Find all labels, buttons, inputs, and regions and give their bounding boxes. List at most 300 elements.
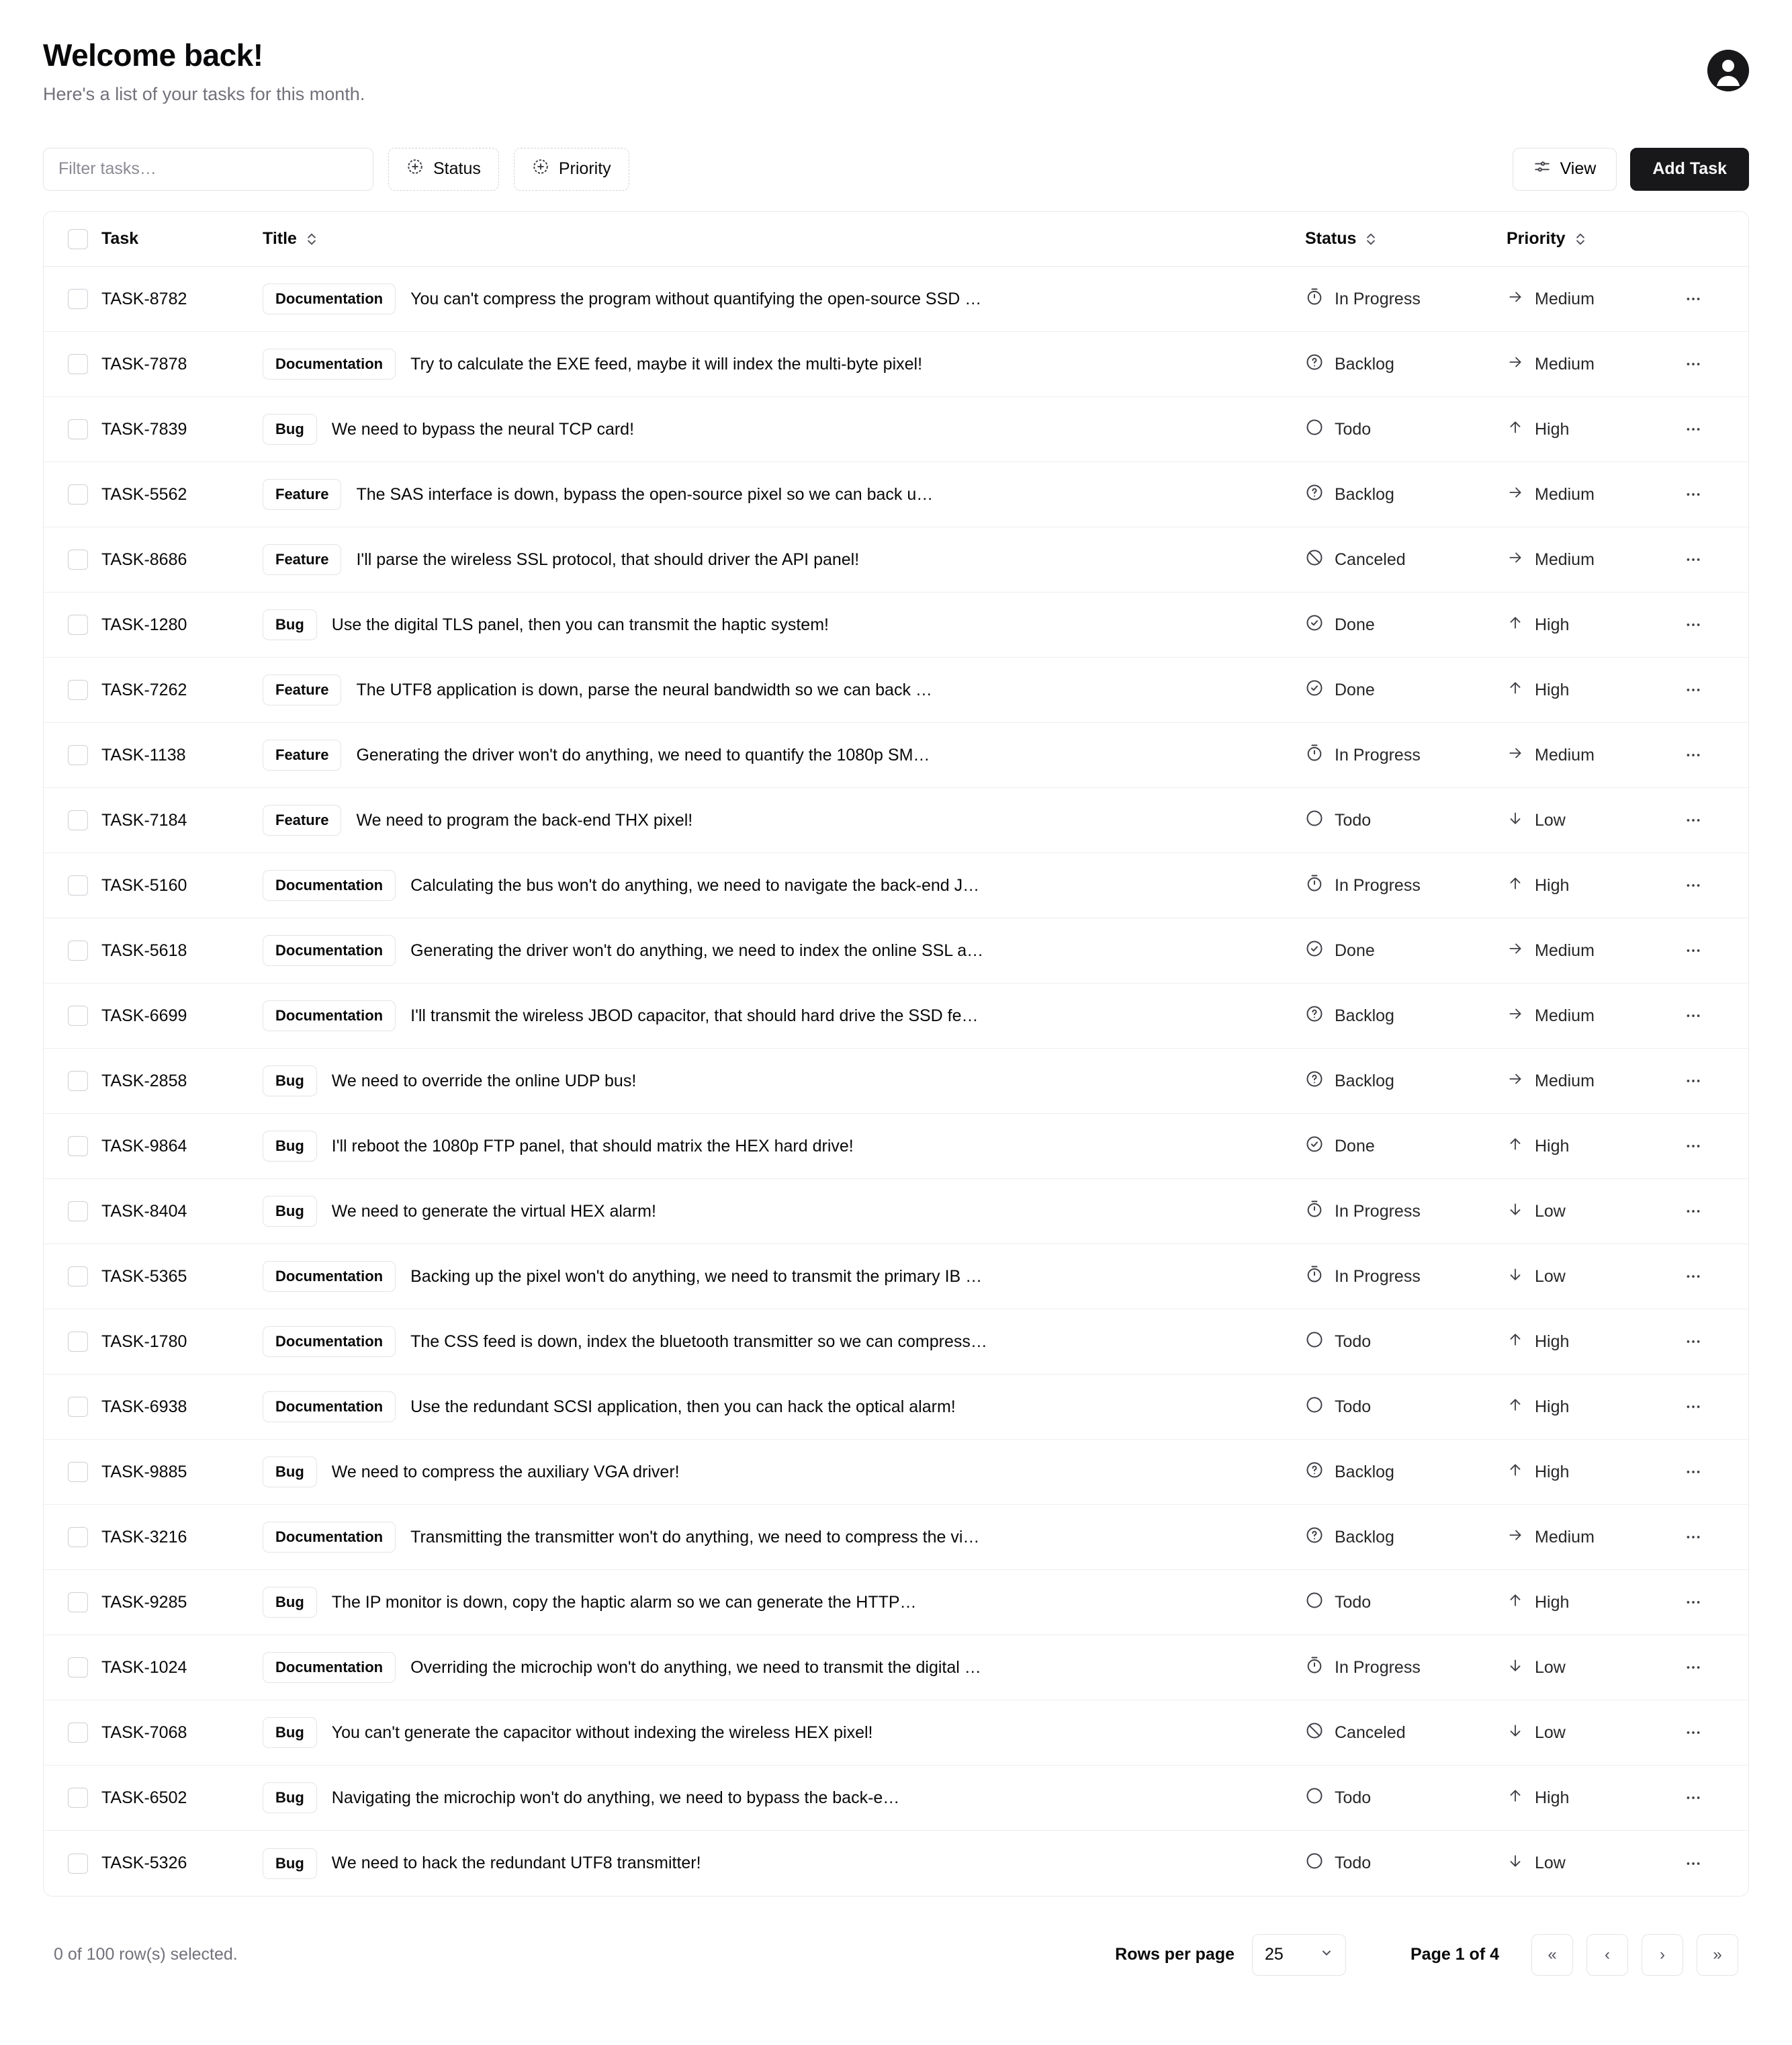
circle-icon <box>1305 1852 1324 1875</box>
task-status-label: Backlog <box>1335 1006 1394 1025</box>
task-label-badge: Feature <box>263 805 341 836</box>
task-priority-label: Low <box>1535 810 1566 830</box>
row-more-options-button[interactable] <box>1674 801 1712 839</box>
task-title-cell <box>263 267 1305 332</box>
task-status-label: Canceled <box>1335 1723 1406 1742</box>
task-title-cell <box>263 723 1305 788</box>
table-row[interactable] <box>44 1375 1748 1440</box>
task-title-cell <box>263 1049 1305 1114</box>
table-row[interactable] <box>44 1114 1748 1179</box>
row-checkbox[interactable] <box>68 1854 88 1874</box>
task-status-cell <box>1305 853 1507 918</box>
task-title: We need to program the back-end THX pixel! <box>356 810 693 830</box>
column-header-priority[interactable] <box>1507 212 1674 267</box>
row-more-options-button[interactable] <box>1674 1714 1712 1751</box>
row-more-options-button[interactable] <box>1674 932 1712 969</box>
row-checkbox[interactable] <box>68 1723 88 1743</box>
task-status-cell <box>1305 1375 1507 1440</box>
task-priority-label: Medium <box>1535 289 1595 308</box>
task-priority-cell <box>1507 1635 1674 1700</box>
table-row[interactable] <box>44 658 1748 723</box>
sort-icon <box>1364 232 1378 247</box>
row-more-options-button[interactable] <box>1674 410 1712 448</box>
task-label-badge: Documentation <box>263 935 396 966</box>
task-priority-label: Low <box>1535 1723 1566 1742</box>
row-more-options-button[interactable] <box>1674 1388 1712 1426</box>
select-all-checkbox[interactable] <box>68 229 88 249</box>
arrow-down-icon <box>1507 810 1524 832</box>
row-more-options-button[interactable] <box>1674 671 1712 709</box>
add-task-button[interactable]: Add Task <box>1630 148 1749 191</box>
row-more-options-button[interactable] <box>1674 280 1712 318</box>
task-title: You can't generate the capacitor without indexing the wireless HEX pixel! <box>331 1723 873 1742</box>
row-select-cell <box>44 1309 101 1375</box>
task-status-cell <box>1305 788 1507 853</box>
arrow-down-icon <box>1507 1852 1524 1874</box>
task-priority-label: High <box>1535 875 1570 895</box>
row-actions-cell <box>1674 527 1748 593</box>
task-id: TASK-2858 <box>101 1071 187 1090</box>
table-row[interactable] <box>44 1831 1748 1896</box>
row-checkbox[interactable] <box>68 1006 88 1026</box>
check-circle-icon <box>1305 1135 1324 1158</box>
task-status-label: In Progress <box>1335 1201 1421 1221</box>
task-id-cell <box>101 1505 263 1570</box>
task-status-label: In Progress <box>1335 1266 1421 1286</box>
row-checkbox[interactable] <box>68 1136 88 1156</box>
task-status-cell <box>1305 267 1507 332</box>
task-title: Try to calculate the EXE feed, maybe it will index the multi-byte pixel! <box>410 354 923 374</box>
row-select-cell <box>44 1505 101 1570</box>
task-status-cell <box>1305 1505 1507 1570</box>
task-label-badge: Bug <box>263 1587 317 1618</box>
task-status-label: Backlog <box>1335 1462 1394 1481</box>
row-more-options-button[interactable] <box>1674 606 1712 644</box>
task-label-badge: Documentation <box>263 1652 396 1683</box>
task-status-cell <box>1305 1179 1507 1244</box>
table-row[interactable] <box>44 1635 1748 1700</box>
task-status-label: Todo <box>1335 1854 1372 1873</box>
task-id-cell <box>101 1309 263 1375</box>
row-checkbox[interactable] <box>68 875 88 896</box>
task-priority-cell <box>1507 1831 1674 1896</box>
task-label-badge: Bug <box>263 1196 317 1227</box>
table-row[interactable] <box>44 267 1748 332</box>
task-priority-label: High <box>1535 419 1570 439</box>
task-id: TASK-7878 <box>101 354 187 374</box>
task-priority-cell <box>1507 1375 1674 1440</box>
arrow-down-icon <box>1507 1722 1524 1744</box>
task-status-cell <box>1305 593 1507 658</box>
row-checkbox[interactable] <box>68 289 88 309</box>
header-text-block <box>43 38 365 106</box>
row-checkbox[interactable] <box>68 810 88 830</box>
task-status-label: Backlog <box>1335 354 1394 374</box>
task-id: TASK-6699 <box>101 1006 187 1025</box>
row-select-cell <box>44 918 101 984</box>
task-label-badge: Bug <box>263 1456 317 1487</box>
check-circle-icon <box>1305 939 1324 963</box>
row-checkbox[interactable] <box>68 1657 88 1678</box>
task-id: TASK-7839 <box>101 419 187 439</box>
task-id: TASK-9285 <box>101 1592 187 1612</box>
task-label-badge: Feature <box>263 740 341 771</box>
row-actions-cell <box>1674 1179 1748 1244</box>
task-priority-cell <box>1507 1505 1674 1570</box>
priority-filter-label: Priority <box>558 159 611 179</box>
table-row[interactable] <box>44 1049 1748 1114</box>
timer-icon <box>1305 1200 1324 1223</box>
task-id: TASK-7184 <box>101 810 187 830</box>
row-select-cell <box>44 658 101 723</box>
table-row[interactable] <box>44 1570 1748 1635</box>
first-page-button[interactable]: « <box>1531 1934 1573 1976</box>
task-label-badge: Documentation <box>263 1326 396 1357</box>
task-status-cell <box>1305 1309 1507 1375</box>
task-title-cell <box>263 1114 1305 1179</box>
task-status-cell <box>1305 1440 1507 1505</box>
task-status-label: Backlog <box>1335 484 1394 504</box>
task-id-cell <box>101 1570 263 1635</box>
task-status-label: In Progress <box>1335 289 1421 308</box>
arrow-up-icon <box>1507 1331 1524 1353</box>
task-status-cell <box>1305 397 1507 462</box>
row-more-options-button[interactable] <box>1674 1258 1712 1295</box>
row-actions-cell <box>1674 1309 1748 1375</box>
timer-icon <box>1305 1265 1324 1289</box>
row-actions-cell <box>1674 332 1748 397</box>
task-title-cell <box>263 527 1305 593</box>
row-actions-cell <box>1674 853 1748 918</box>
task-title: The SAS interface is down, bypass the open-source pixel so we can back u… <box>356 484 934 504</box>
table-row[interactable] <box>44 1440 1748 1505</box>
task-status-label: Todo <box>1335 419 1372 439</box>
last-page-button[interactable]: » <box>1697 1934 1738 1976</box>
row-select-cell <box>44 788 101 853</box>
task-priority-cell <box>1507 1440 1674 1505</box>
row-select-cell <box>44 723 101 788</box>
task-id-cell <box>101 1114 263 1179</box>
task-priority-label: Low <box>1535 1854 1566 1873</box>
row-actions-cell <box>1674 1244 1748 1309</box>
row-checkbox[interactable] <box>68 1397 88 1417</box>
row-more-options-button[interactable] <box>1674 541 1712 578</box>
task-id: TASK-1780 <box>101 1332 187 1351</box>
row-checkbox[interactable] <box>68 1462 88 1482</box>
row-checkbox[interactable] <box>68 419 88 439</box>
table-row[interactable] <box>44 1766 1748 1831</box>
task-status-cell <box>1305 984 1507 1049</box>
task-label-badge: Bug <box>263 1131 317 1162</box>
row-checkbox[interactable] <box>68 550 88 570</box>
table-row[interactable] <box>44 332 1748 397</box>
sort-icon <box>305 232 318 247</box>
task-status-label: Canceled <box>1335 550 1406 569</box>
check-circle-icon <box>1305 679 1324 702</box>
timer-icon <box>1305 1656 1324 1680</box>
circle-icon <box>1305 1786 1324 1810</box>
task-status-label: Todo <box>1335 1592 1372 1612</box>
task-priority-cell <box>1507 527 1674 593</box>
table-row[interactable] <box>44 593 1748 658</box>
task-title-cell <box>263 1766 1305 1831</box>
priority-filter-button[interactable] <box>514 148 629 191</box>
task-title: Generating the driver won't do anything, we need to index the online SSL a… <box>410 941 984 960</box>
task-id: TASK-8782 <box>101 289 187 308</box>
row-actions-cell <box>1674 462 1748 527</box>
toolbar-right-group <box>1513 148 1749 191</box>
task-priority-cell <box>1507 332 1674 397</box>
task-label-badge: Bug <box>263 1717 317 1748</box>
task-title: Overriding the microchip won't do anything, we need to transmit the digital … <box>410 1657 981 1677</box>
task-status-cell <box>1305 1244 1507 1309</box>
task-priority-label: Medium <box>1535 1527 1595 1547</box>
task-priority-cell <box>1507 267 1674 332</box>
row-checkbox[interactable] <box>68 941 88 961</box>
table-row[interactable] <box>44 918 1748 984</box>
arrow-up-icon <box>1507 1787 1524 1809</box>
task-title: We need to generate the virtual HEX alarm! <box>331 1201 656 1221</box>
task-status-cell <box>1305 1831 1507 1896</box>
table-row[interactable] <box>44 1700 1748 1766</box>
task-title: Use the digital TLS panel, then you can transmit the haptic system! <box>331 615 829 634</box>
task-label-badge: Feature <box>263 544 341 575</box>
row-actions-cell <box>1674 1375 1748 1440</box>
table-row[interactable] <box>44 1505 1748 1570</box>
table-row[interactable] <box>44 1244 1748 1309</box>
task-label-badge: Documentation <box>263 1000 396 1031</box>
row-more-options-button[interactable] <box>1674 1845 1712 1882</box>
sort-icon <box>1574 232 1587 247</box>
task-priority-cell <box>1507 1244 1674 1309</box>
table-row[interactable] <box>44 788 1748 853</box>
row-more-options-button[interactable] <box>1674 867 1712 904</box>
row-actions-cell <box>1674 1570 1748 1635</box>
task-priority-cell <box>1507 984 1674 1049</box>
task-title-cell <box>263 1309 1305 1375</box>
page-indicator: Page 1 of 4 <box>1410 1945 1499 1964</box>
row-select-cell <box>44 853 101 918</box>
cancel-icon <box>1305 548 1324 572</box>
rows-per-page-select[interactable] <box>1252 1934 1346 1976</box>
task-status-label: Backlog <box>1335 1071 1394 1090</box>
task-title-cell <box>263 1505 1305 1570</box>
row-select-cell <box>44 397 101 462</box>
task-priority-cell <box>1507 853 1674 918</box>
task-id-cell <box>101 462 263 527</box>
row-select-cell <box>44 1049 101 1114</box>
row-actions-cell <box>1674 984 1748 1049</box>
task-id-cell <box>101 1700 263 1766</box>
arrow-down-icon <box>1507 1201 1524 1223</box>
task-status-label: In Progress <box>1335 875 1421 895</box>
check-circle-icon <box>1305 613 1324 637</box>
rows-per-page-label: Rows per page <box>1115 1945 1235 1964</box>
view-options-label: View <box>1560 159 1597 179</box>
task-status-cell <box>1305 1635 1507 1700</box>
row-more-options-button[interactable] <box>1674 1649 1712 1686</box>
task-priority-cell <box>1507 1049 1674 1114</box>
task-id-cell <box>101 723 263 788</box>
row-actions-cell <box>1674 593 1748 658</box>
task-id: TASK-5160 <box>101 875 187 895</box>
task-title-cell <box>263 788 1305 853</box>
timer-icon <box>1305 874 1324 898</box>
table-row[interactable] <box>44 723 1748 788</box>
task-priority-label: High <box>1535 1332 1570 1351</box>
task-status-cell <box>1305 332 1507 397</box>
row-checkbox[interactable] <box>68 354 88 374</box>
table-row[interactable] <box>44 397 1748 462</box>
task-priority-label: High <box>1535 1788 1570 1807</box>
task-title-cell <box>263 853 1305 918</box>
avatar[interactable] <box>1707 50 1749 91</box>
row-more-options-button[interactable] <box>1674 1127 1712 1165</box>
row-select-cell <box>44 462 101 527</box>
row-more-options-button[interactable] <box>1674 345 1712 383</box>
row-more-options-button[interactable] <box>1674 1779 1712 1817</box>
row-actions-cell <box>1674 1505 1748 1570</box>
task-id-cell <box>101 397 263 462</box>
row-checkbox[interactable] <box>68 484 88 505</box>
row-more-options-button[interactable] <box>1674 736 1712 774</box>
task-label-badge: Documentation <box>263 349 396 380</box>
filter-tasks-input[interactable] <box>43 148 373 191</box>
prev-page-button[interactable]: ‹ <box>1586 1934 1628 1976</box>
task-title: The IP monitor is down, copy the haptic alarm so we can generate the HTTP… <box>331 1592 917 1612</box>
row-checkbox[interactable] <box>68 1788 88 1808</box>
row-more-options-button[interactable] <box>1674 476 1712 513</box>
arrow-right-icon <box>1507 484 1524 506</box>
row-checkbox[interactable] <box>68 1592 88 1612</box>
table-body <box>44 267 1748 1896</box>
task-title: Transmitting the transmitter won't do anything, we need to compress the vi… <box>410 1527 980 1547</box>
task-id-cell <box>101 527 263 593</box>
task-title: Calculating the bus won't do anything, we need to navigate the back-end J… <box>410 875 980 895</box>
column-header-title-label: Title <box>263 229 297 249</box>
task-label-badge: Bug <box>263 609 317 640</box>
task-label-badge: Documentation <box>263 1522 396 1553</box>
row-select-cell <box>44 1244 101 1309</box>
row-checkbox[interactable] <box>68 680 88 700</box>
task-title-cell <box>263 1700 1305 1766</box>
task-priority-label: Medium <box>1535 1071 1595 1090</box>
column-header-status[interactable] <box>1305 212 1507 267</box>
task-id-cell <box>101 1635 263 1700</box>
column-header-task[interactable] <box>101 212 263 267</box>
rows-per-page-value: 25 <box>1265 1945 1284 1964</box>
row-checkbox[interactable] <box>68 1332 88 1352</box>
select-all-header <box>44 212 101 267</box>
task-priority-cell <box>1507 462 1674 527</box>
row-actions-cell <box>1674 1831 1748 1896</box>
row-more-options-button[interactable] <box>1674 1518 1712 1556</box>
task-title: We need to override the online UDP bus! <box>331 1071 637 1090</box>
task-priority-label: High <box>1535 1592 1570 1612</box>
task-priority-label: Low <box>1535 1657 1566 1677</box>
question-icon <box>1305 1526 1324 1549</box>
task-id: TASK-1024 <box>101 1657 187 1677</box>
task-title: I'll transmit the wireless JBOD capacitor, that should hard drive the SSD fe… <box>410 1006 979 1025</box>
row-select-cell <box>44 332 101 397</box>
task-id: TASK-5618 <box>101 941 187 960</box>
task-priority-cell <box>1507 658 1674 723</box>
task-id-cell <box>101 658 263 723</box>
row-more-options-button[interactable] <box>1674 997 1712 1035</box>
task-id-cell <box>101 1440 263 1505</box>
row-more-options-button[interactable] <box>1674 1192 1712 1230</box>
task-title-cell <box>263 1831 1305 1896</box>
task-priority-label: High <box>1535 1397 1570 1416</box>
task-title-cell <box>263 984 1305 1049</box>
row-more-options-button[interactable] <box>1674 1062 1712 1100</box>
task-priority-cell <box>1507 918 1674 984</box>
task-priority-cell <box>1507 593 1674 658</box>
status-filter-button[interactable] <box>388 148 499 191</box>
table-row[interactable] <box>44 853 1748 918</box>
arrow-right-icon <box>1507 744 1524 767</box>
task-status-label: Done <box>1335 615 1375 634</box>
row-more-options-button[interactable] <box>1674 1323 1712 1360</box>
task-id-cell <box>101 1179 263 1244</box>
task-id-cell <box>101 1049 263 1114</box>
task-status-label: Todo <box>1335 1788 1372 1807</box>
task-title: You can't compress the program without quantifying the open-source SSD … <box>410 289 982 308</box>
task-id-cell <box>101 267 263 332</box>
arrow-right-icon <box>1507 288 1524 310</box>
row-more-options-button[interactable] <box>1674 1583 1712 1621</box>
task-title: I'll parse the wireless SSL protocol, that should driver the API panel! <box>356 550 860 569</box>
column-header-title[interactable] <box>263 212 1305 267</box>
arrow-right-icon <box>1507 1070 1524 1092</box>
row-actions-cell <box>1674 788 1748 853</box>
table-row[interactable] <box>44 1179 1748 1244</box>
task-id-cell <box>101 984 263 1049</box>
next-page-button[interactable]: › <box>1642 1934 1683 1976</box>
row-actions-cell <box>1674 397 1748 462</box>
row-checkbox[interactable] <box>68 615 88 635</box>
task-title-cell <box>263 918 1305 984</box>
task-priority-cell <box>1507 1179 1674 1244</box>
arrow-right-icon <box>1507 1526 1524 1549</box>
task-title-cell <box>263 1244 1305 1309</box>
row-actions-cell <box>1674 1635 1748 1700</box>
task-status-label: Todo <box>1335 1332 1372 1351</box>
table-row[interactable] <box>44 462 1748 527</box>
column-header-status-label: Status <box>1305 229 1357 249</box>
row-actions-cell <box>1674 1049 1748 1114</box>
row-checkbox[interactable] <box>68 745 88 765</box>
arrow-right-icon <box>1507 353 1524 376</box>
view-options-button[interactable] <box>1513 148 1617 191</box>
task-status-cell <box>1305 1114 1507 1179</box>
row-checkbox[interactable] <box>68 1071 88 1091</box>
table-row[interactable] <box>44 1309 1748 1375</box>
plus-circle-icon <box>406 158 424 180</box>
task-title-cell <box>263 1440 1305 1505</box>
table-row[interactable] <box>44 527 1748 593</box>
task-status-cell <box>1305 462 1507 527</box>
task-label-badge: Bug <box>263 1782 317 1813</box>
arrow-right-icon <box>1507 549 1524 571</box>
row-checkbox[interactable] <box>68 1527 88 1547</box>
row-more-options-button[interactable] <box>1674 1453 1712 1491</box>
task-title-cell <box>263 1570 1305 1635</box>
row-checkbox[interactable] <box>68 1266 88 1287</box>
row-checkbox[interactable] <box>68 1201 88 1221</box>
task-status-cell <box>1305 723 1507 788</box>
table-row[interactable] <box>44 984 1748 1049</box>
